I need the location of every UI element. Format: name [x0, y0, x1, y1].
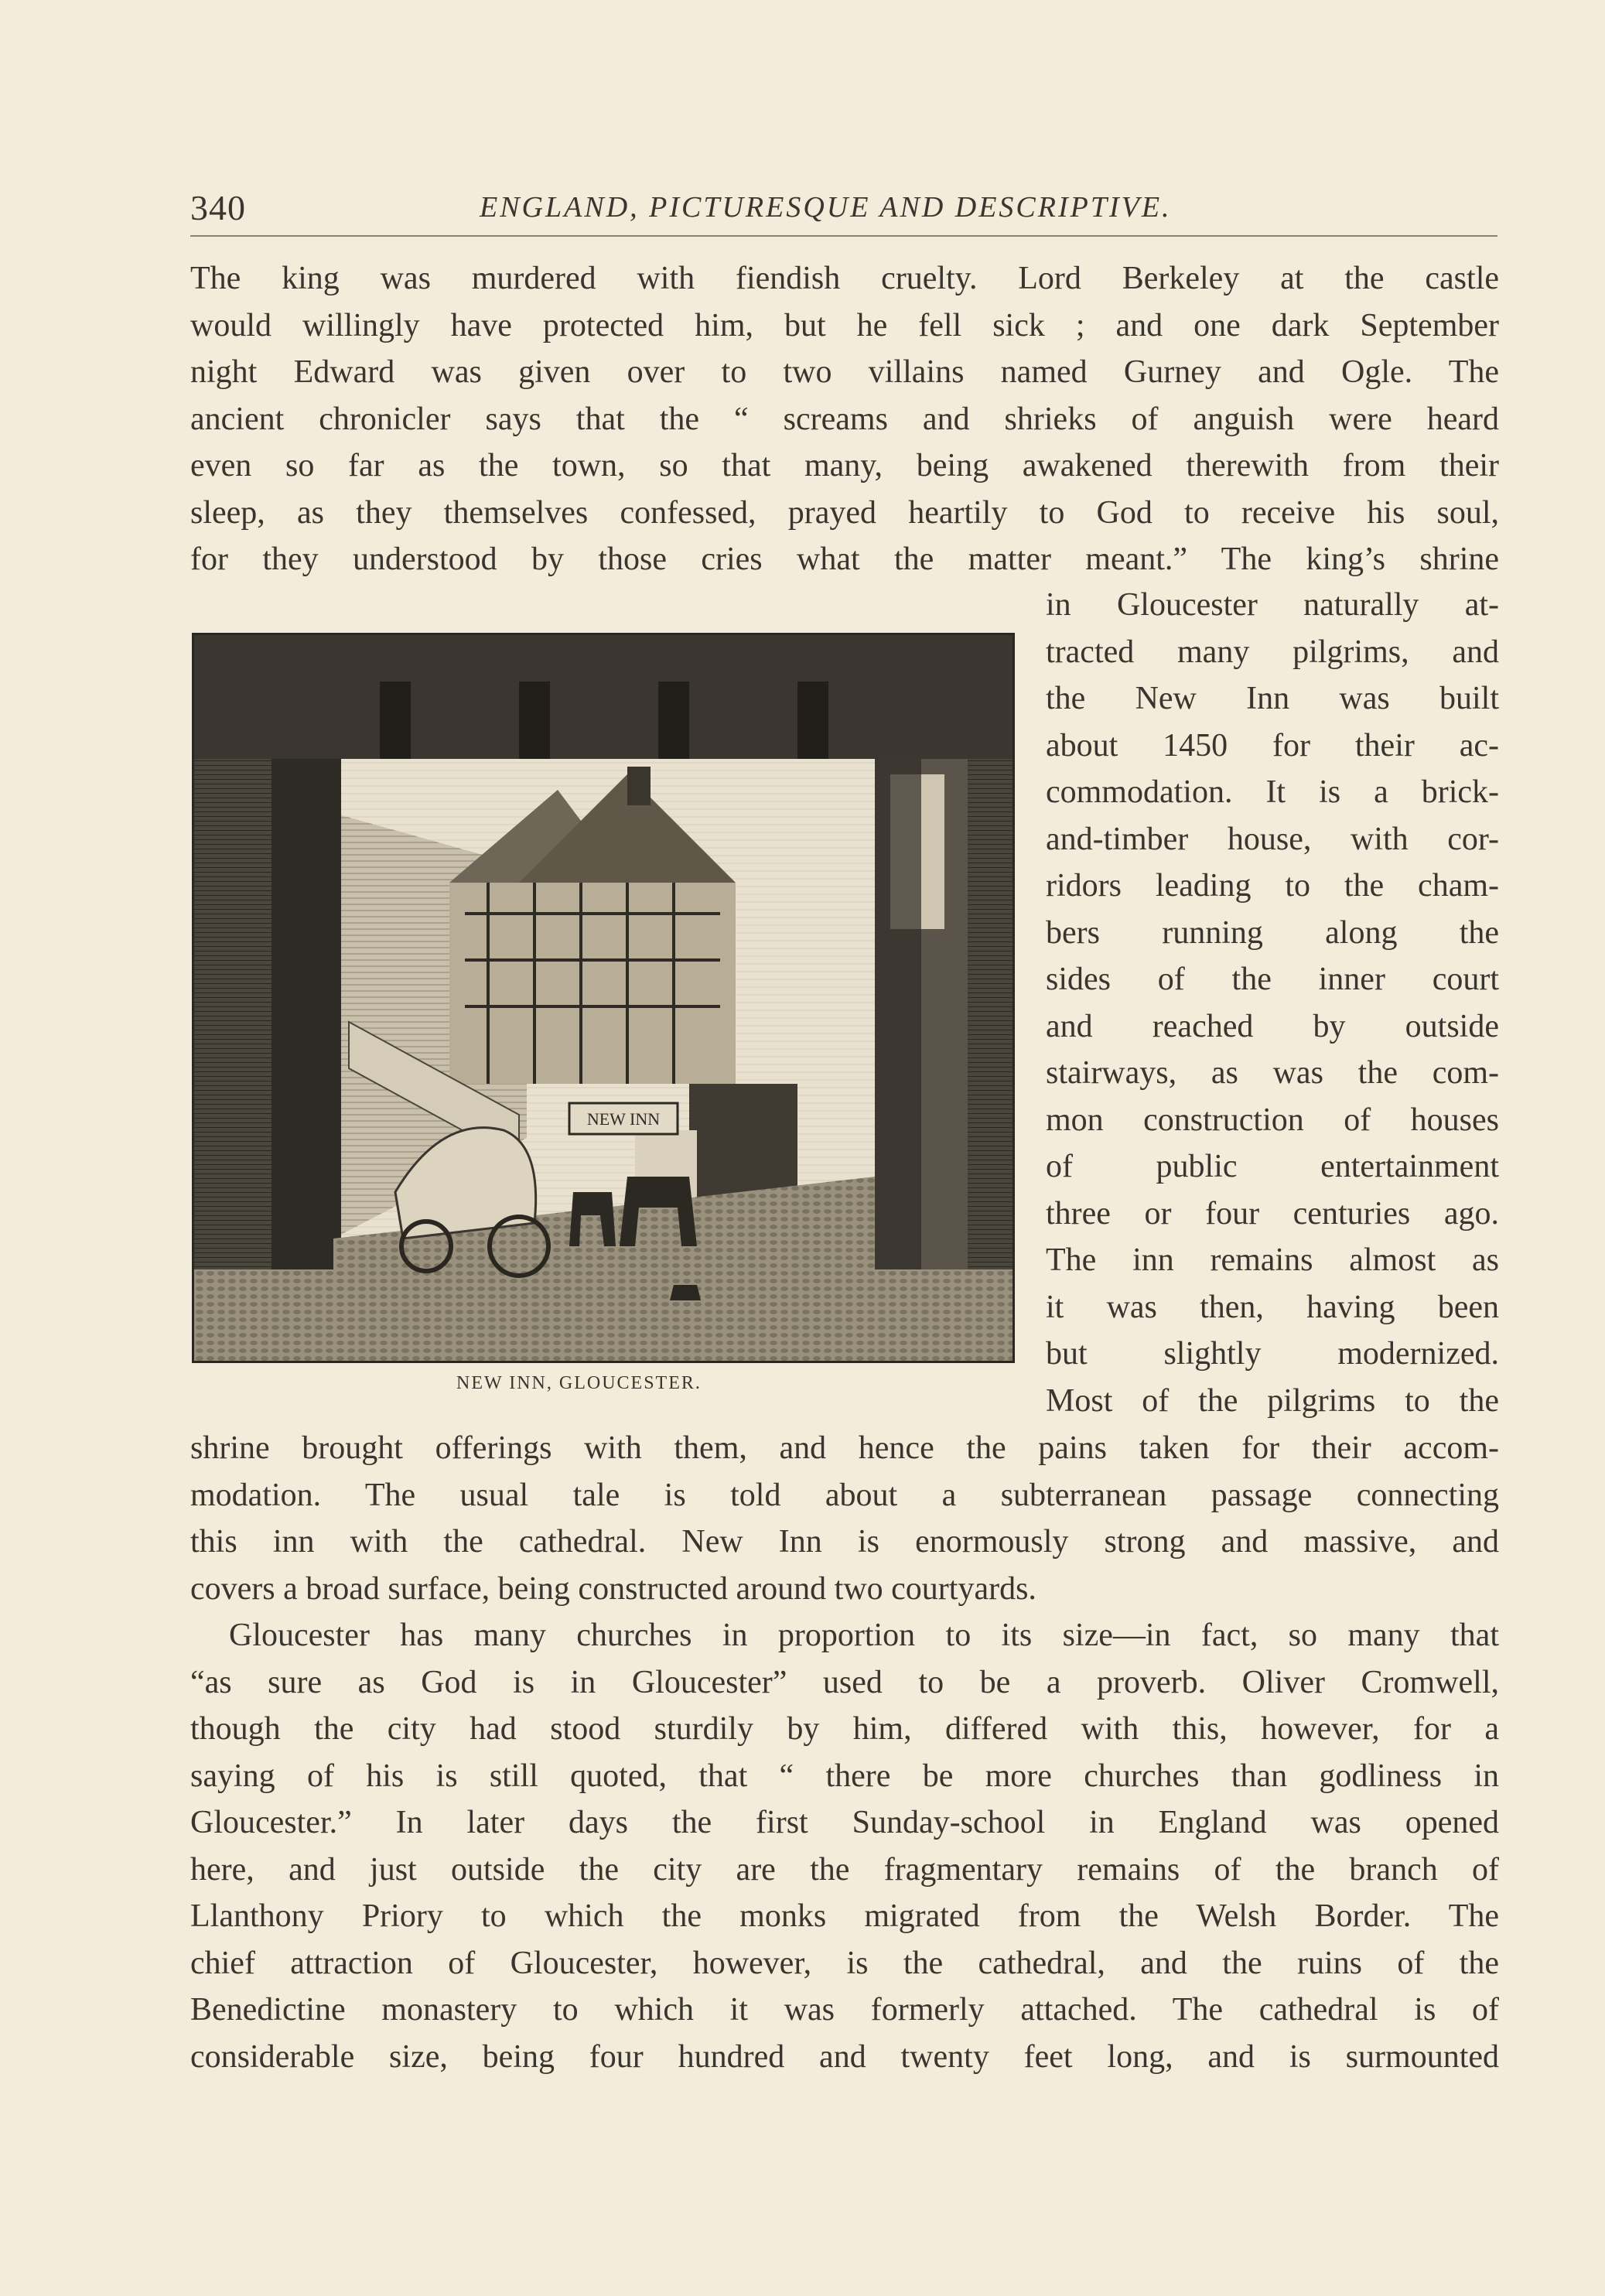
text-line: and reached by outside	[1046, 1008, 1499, 1044]
text-line: The king was murdered with fiendish cruelty. Lord Berkeley at the castle	[190, 261, 1499, 296]
text-line: Gloucester has many churches in proportion to its size—in fact, so many that	[229, 1618, 1499, 1653]
text-line: Gloucester.” In later days the first Sunday-school in England was opened	[190, 1805, 1499, 1840]
text-line: “as sure as God is in Gloucester” used to be a proverb. Oliver Cromwell,	[190, 1664, 1499, 1700]
text-bottom	[190, 1425, 1499, 2080]
text-line: Llanthony Priory to which the monks migrated from the Welsh Border. The	[190, 1898, 1499, 1934]
text-line: for they understood by those cries what the matter meant.” The king’s shrine	[190, 542, 1499, 577]
text-line: ridors leading to the cham-	[1046, 868, 1499, 904]
text-line: would willingly have protected him, but he fell sick ; and one dark September	[190, 307, 1499, 343]
text-line: though the city had stood sturdily by him, differed with this, however, for a	[190, 1711, 1499, 1747]
text-line: the New Inn was built	[1046, 681, 1499, 716]
text-line: even so far as the town, so that many, being awakened therewith from their	[190, 448, 1499, 483]
running-title: ENGLAND, PICTURESQUE AND DESCRIPTIVE.	[480, 191, 1172, 224]
text-line: commodation. It is a brick-	[1046, 774, 1499, 810]
text-line: in Gloucester naturally at-	[1046, 587, 1499, 623]
text-line: chief attraction of Gloucester, however, is the cathedral, and the ruins of the	[190, 1945, 1499, 1981]
text-line: mon construction of houses	[1046, 1102, 1499, 1138]
text-line: three or four centuries ago.	[1046, 1195, 1499, 1232]
text-line: night Edward was given over to two villains named Gurney and Ogle. The	[190, 354, 1499, 390]
page-number: 340	[190, 188, 246, 227]
page-header	[190, 181, 1497, 237]
figure-caption: NEW INN, GLOUCESTER.	[456, 1373, 702, 1393]
text-line: modation. The usual tale is told about a subterranean passage connecting	[190, 1477, 1499, 1513]
text-line: it was then, having been	[1046, 1289, 1499, 1325]
text-line: considerable size, being four hundred and twenty feet long, and is surmounted	[190, 2038, 1499, 2075]
text-line: sides of the inner court	[1046, 962, 1499, 997]
illustration-new-inn	[192, 633, 1015, 1363]
text-line: Benedictine monastery to which it was formerly attached. The cathedral is of	[190, 1992, 1499, 2028]
text-line: The inn remains almost as	[1046, 1242, 1499, 1278]
text-line: but slightly modernized.	[1046, 1336, 1499, 1372]
engraving	[194, 635, 1013, 1361]
inn-sign: NEW INN	[586, 1109, 661, 1129]
text-side-column	[1046, 582, 1499, 1424]
text-line: bers running along the	[1046, 914, 1499, 951]
text-line: Most of the pilgrims to the	[1046, 1382, 1499, 1419]
text-line: here, and just outside the city are the fragmentary remains of the branch of	[190, 1851, 1499, 1888]
text-line: stairways, as was the com-	[1046, 1055, 1499, 1091]
text-line: of public entertainment	[1046, 1149, 1499, 1184]
text-line: ancient chronicler says that the “ screams and shrieks of anguish were heard	[190, 401, 1499, 437]
text-line: tracted many pilgrims, and	[1046, 634, 1499, 670]
text-line: about 1450 for their ac-	[1046, 727, 1499, 764]
text-line: covers a broad surface, being constructed around two courtyards.	[190, 1570, 1036, 1607]
text-line: shrine brought offerings with them, and hence the pains taken for their accom-	[190, 1430, 1499, 1466]
text-line: this inn with the cathedral. New Inn is enormously strong and massive, and	[190, 1524, 1499, 1560]
text-line: saying of his is still quoted, that “ there be more churches than godliness in	[190, 1758, 1499, 1794]
text-line: and-timber house, with cor-	[1046, 821, 1499, 857]
text-line: sleep, as they themselves confessed, prayed heartily to God to receive his soul,	[190, 494, 1499, 531]
text-top	[190, 255, 1499, 583]
